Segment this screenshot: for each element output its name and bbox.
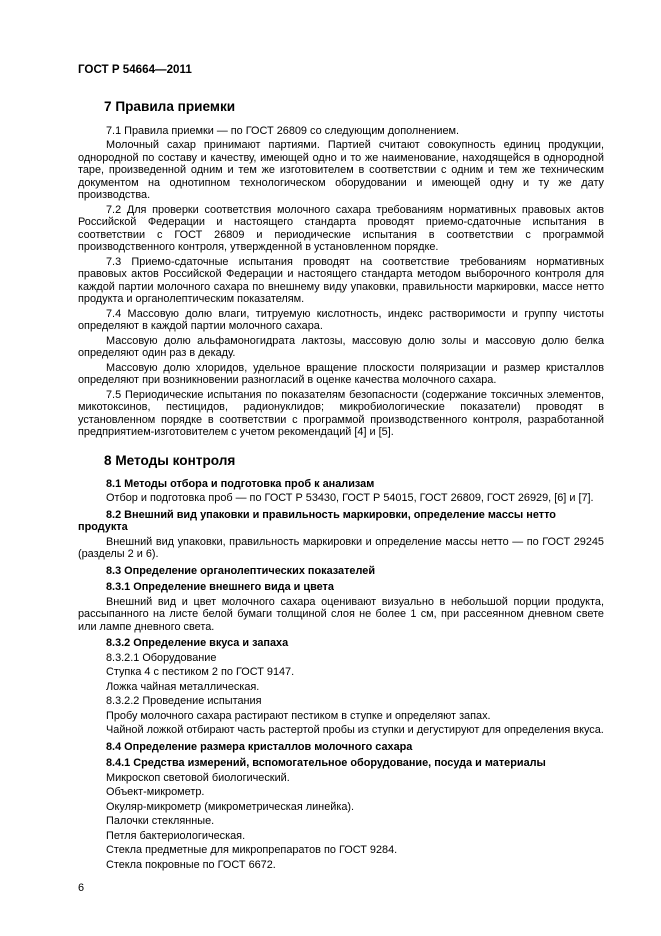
line-8-3-2-2-b: Чайной ложкой отбирают часть растертой пробы из ступки и дегустируют для определения вкуса. (106, 724, 604, 736)
line-8-3-2-1-b: Ложка чайная металлическая. (106, 680, 260, 693)
subsection-8-4-1-title: 8.4.1 Средства измерений, вспомогательное оборудование, посуда и материалы (106, 757, 546, 769)
line-8-3-2-2: 8.3.2.2 Проведение испытания (106, 695, 262, 707)
subsection-8-1-title: 8.1 Методы отбора и подготовка проб к анализам (106, 477, 375, 490)
equipment-item: Микроскоп световой биологический. (106, 771, 290, 784)
equipment-item: Стекла предметные для микропрепаратов по ГОСТ 9284. (106, 844, 398, 856)
document-page (78, 64, 604, 873)
subsection-8-3-2-title: 8.3.2 Определение вкуса и запаха (106, 637, 289, 649)
document-header: ГОСТ Р 54664—2011 (78, 63, 192, 76)
equipment-item: Петля бактериологическая. (106, 829, 246, 842)
paragraph-7-4-a: Массовую долю альфамоногидрата лактозы, массовую долю золы и массовую долю белка определяют один раз в декаду. (78, 334, 604, 359)
equipment-item: Окуляр-микрометр (микрометрическая линейка). (106, 800, 355, 813)
paragraph-7-5: 7.5 Периодические испытания по показателям безопасности (содержание токсичных элементов, микотоксинов, пестицидов, радионуклидов; микробиологические показатели) проводят в установленном порядке в соответствии с программой производственного контроля, разработанной предприятием-изготовителем с учетом рекомендаций [4] и [5]. (78, 388, 604, 438)
subsection-8-3-title: 8.3 Определение органолептических показателей (106, 564, 376, 577)
paragraph-8-3-1: Внешний вид и цвет молочного сахара оценивают визуально в небольшой порции продукта, рассыпанного на листе белой бумаги толщиной слоя не более 1 см, при рассеянном дневном свете или лампе дневного света. (78, 595, 604, 633)
paragraph-7-3: 7.3 Приемо-сдаточные испытания проводят на соответствие требованиям нормативных правовых актов Российской Федерации и настоящего стандарта методом выборочного контроля для каждой партии молочного сахара по внешнему виду упаковки, правильности маркировки, массе нетто продукта и органолептическим показателям. (78, 255, 604, 305)
paragraph-7-4-b: Массовую долю хлоридов, удельное вращение плоскости поляризации и размер кристаллов определяют при возникновении разногласий в оценке качества молочного сахара. (78, 361, 604, 386)
subsection-8-3-1-title: 8.3.1 Определение внешнего вида и цвета (106, 581, 334, 593)
paragraph-8-1: Отбор и подготовка проб — по ГОСТ Р 53430, ГОСТ Р 54015, ГОСТ 26809, ГОСТ 26929, [6] и [7]. (106, 492, 594, 504)
paragraph-8-2: Внешний вид упаковки, правильность маркировки и определение массы нетто — по ГОСТ 29245 (разделы 2 и 6). (78, 535, 604, 560)
equipment-item: Палочки стеклянные. (106, 815, 215, 827)
line-8-3-2-1: 8.3.2.1 Оборудование (106, 651, 217, 664)
paragraph-7-1-a: Молочный сахар принимают партиями. Партией считают совокупность единиц продукции, однородной по составу и качеству, имеющей одно и то же наименование, находящейся в однородной таре, произведенной одним и тем же изготовителем в соответствии с одним и тем же техническим документом на однотипном технологическом оборудовании и имеющей одну и ту же дату производства. (78, 139, 604, 201)
section-8-title: 8 Методы контроля (104, 452, 236, 468)
equipment-item: Стекла покровные по ГОСТ 6672. (106, 858, 276, 871)
subsection-8-4-title: 8.4 Определение размера кристаллов молочного сахара (106, 740, 413, 753)
line-8-3-2-2-a: Пробу молочного сахара растирают пестиком в ступке и определяют запах. (106, 709, 491, 722)
page-number: 6 (78, 882, 85, 894)
subsection-8-2-title: 8.2 Внешний вид упаковки и правильность маркировки, определение массы нетто продукта (78, 508, 556, 533)
section-7-title: 7 Правила приемки (104, 98, 236, 114)
paragraph-7-1: 7.1 Правила приемки — по ГОСТ 26809 со следующим дополнением. (106, 124, 460, 137)
paragraph-7-4: 7.4 Массовую долю влаги, титруемую кислотность, индекс растворимости и группу чистоты определяют в каждой партии молочного сахара. (78, 307, 604, 332)
equipment-item: Объект-микрометр. (106, 786, 205, 798)
paragraph-7-2: 7.2 Для проверки соответствия молочного сахара требованиям нормативных правовых актов Российской Федерации и настоящего стандарта проводят приемо-сдаточные испытания в соответствии с ГОСТ 26809 и периодические испытания в соответствии с программой производственного контроля, утвержденной в установленном порядке. (78, 203, 604, 253)
line-8-3-2-1-a: Ступка 4 с пестиком 2 по ГОСТ 9147. (106, 666, 295, 678)
